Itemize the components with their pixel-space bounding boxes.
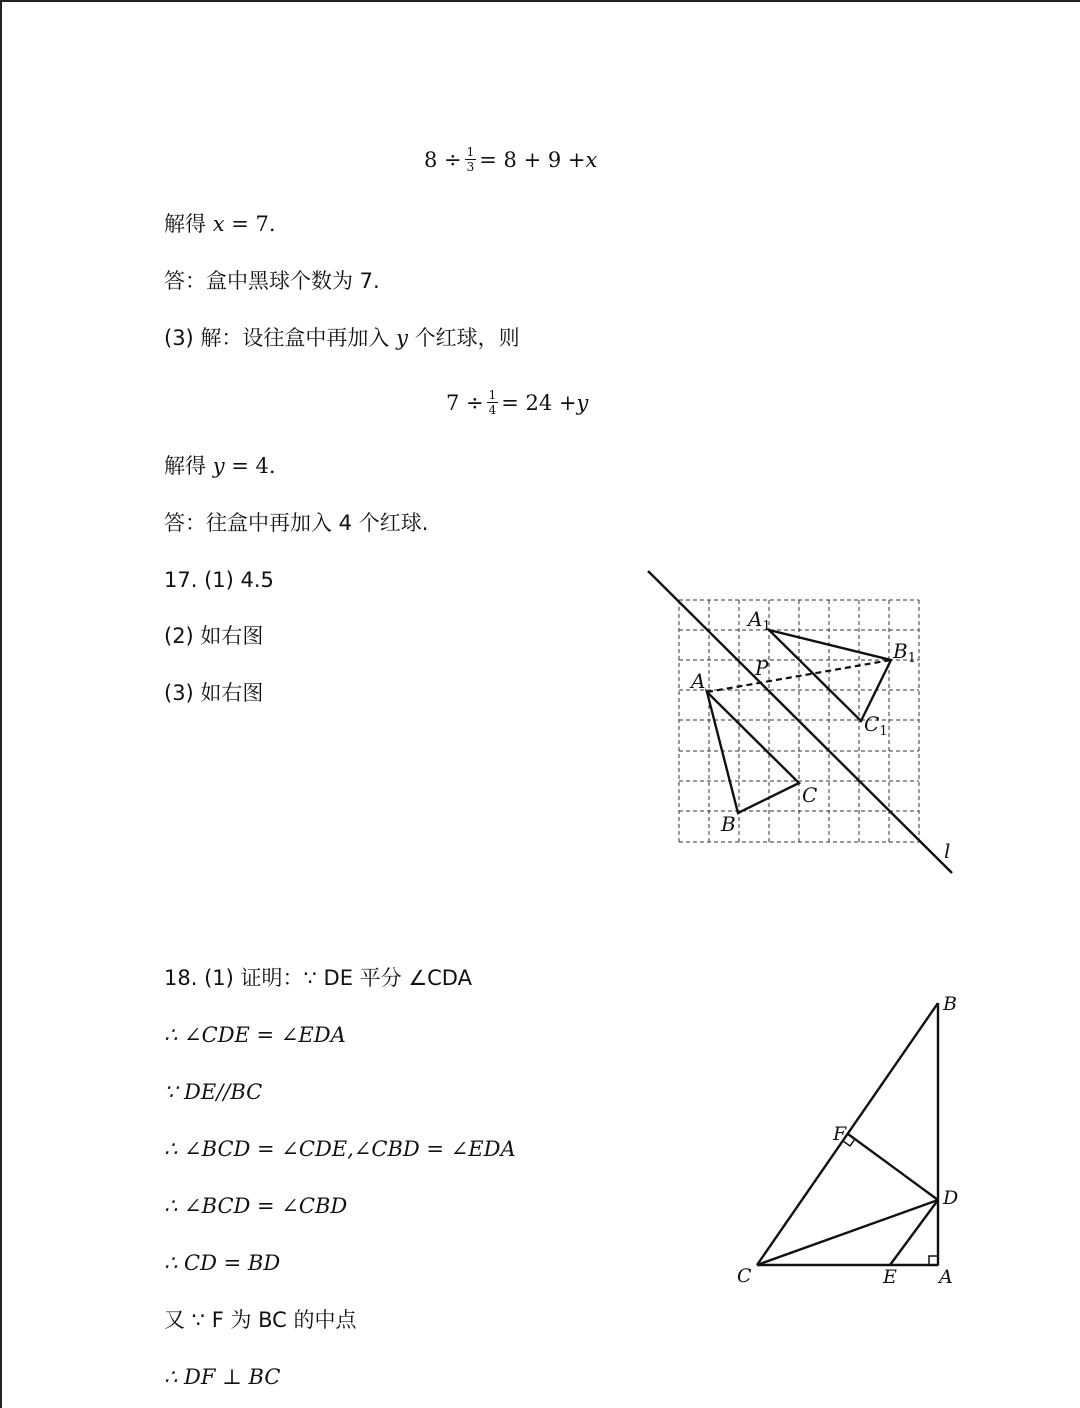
q17-grid-figure	[640, 560, 970, 890]
label-D: D	[943, 1187, 959, 1209]
eq1-fraction	[465, 146, 477, 173]
eq2-denominator: 4	[488, 403, 497, 417]
label-B: B	[943, 993, 957, 1015]
solve-y-rest: = 4.	[224, 454, 276, 478]
q18-line-1: 18. (1) 证明：∵ DE 平分 ∠CDA	[164, 966, 472, 990]
symmetry-line-l	[648, 571, 952, 873]
eq2-numerator: 1	[488, 388, 497, 402]
q17-part2: (2) 如右图	[164, 624, 264, 648]
eq1-numerator: 1	[466, 145, 475, 159]
label-C: C	[802, 783, 818, 807]
page-border-left	[0, 0, 2, 1408]
solve-y-line	[164, 453, 276, 479]
q18-line-2: ∴ ∠CDE = ∠EDA	[164, 1023, 346, 1047]
label-A1: $A_1$	[748, 607, 771, 634]
label-E: E	[883, 1266, 897, 1288]
q17-part1: 17. (1) 4.5	[164, 568, 274, 592]
label-F: F	[833, 1123, 847, 1145]
q18-line-8: ∴ DF ⊥ BC	[164, 1365, 281, 1389]
q18-line-6: ∴ CD = BD	[164, 1251, 281, 1275]
segment-CD	[757, 1200, 938, 1265]
solve-x-rest: = 7.	[224, 212, 276, 236]
page-border-top	[0, 0, 1080, 2]
segment-CB	[757, 1003, 938, 1265]
solve-y-prefix: 解得	[164, 454, 213, 478]
eq2-fraction	[487, 389, 499, 416]
eq2-right: = 24 +	[501, 390, 577, 415]
solve-x-prefix: 解得	[164, 212, 213, 236]
equation-black-balls	[424, 146, 597, 173]
solve-y-var: y	[212, 454, 225, 478]
label-A: A	[691, 669, 706, 693]
eq2-var: y	[576, 390, 589, 415]
q18-triangle-figure	[720, 985, 980, 1295]
label-l: l	[944, 839, 951, 863]
label-C: C	[737, 1265, 752, 1287]
label-C1: $C_1$	[864, 712, 888, 739]
eq2-left: 7 ÷	[446, 390, 484, 415]
triangle-ABC	[707, 692, 799, 813]
q18-line-3: ∵ DE//BC	[164, 1080, 263, 1104]
label-B: B	[721, 812, 736, 836]
part3-var: y	[396, 326, 408, 350]
right-angle-mark-A	[929, 1256, 938, 1265]
eq1-left: 8 ÷	[424, 147, 462, 172]
q17-part3: (3) 如右图	[164, 681, 264, 705]
eq1-denominator: 3	[466, 160, 475, 174]
solve-x-line	[164, 211, 276, 237]
label-P: P	[755, 656, 769, 680]
part3-after: 个红球，则	[407, 326, 520, 350]
equation-red-balls	[446, 389, 588, 416]
label-B1: $B_1$	[893, 639, 916, 666]
segment-FD	[848, 1134, 938, 1200]
solve-x-var: x	[212, 212, 225, 236]
eq1-var: x	[585, 147, 598, 172]
q18-line-7: 又 ∵ F 为 BC 的中点	[164, 1308, 357, 1332]
answer-black-line: 答：盒中黑球个数为 7.	[164, 269, 380, 293]
part3-before: (3) 解：设往盒中再加入	[164, 326, 397, 350]
part3-line	[164, 325, 520, 351]
q18-line-5: ∴ ∠BCD = ∠CBD	[164, 1194, 348, 1218]
triangle-A1B1C1	[769, 630, 891, 721]
q18-line-4: ∴ ∠BCD = ∠CDE,∠CBD = ∠EDA	[164, 1137, 516, 1161]
label-A: A	[939, 1266, 953, 1288]
answer-red-line: 答：往盒中再加入 4 个红球.	[164, 511, 429, 535]
eq1-right: = 8 + 9 +	[479, 147, 586, 172]
